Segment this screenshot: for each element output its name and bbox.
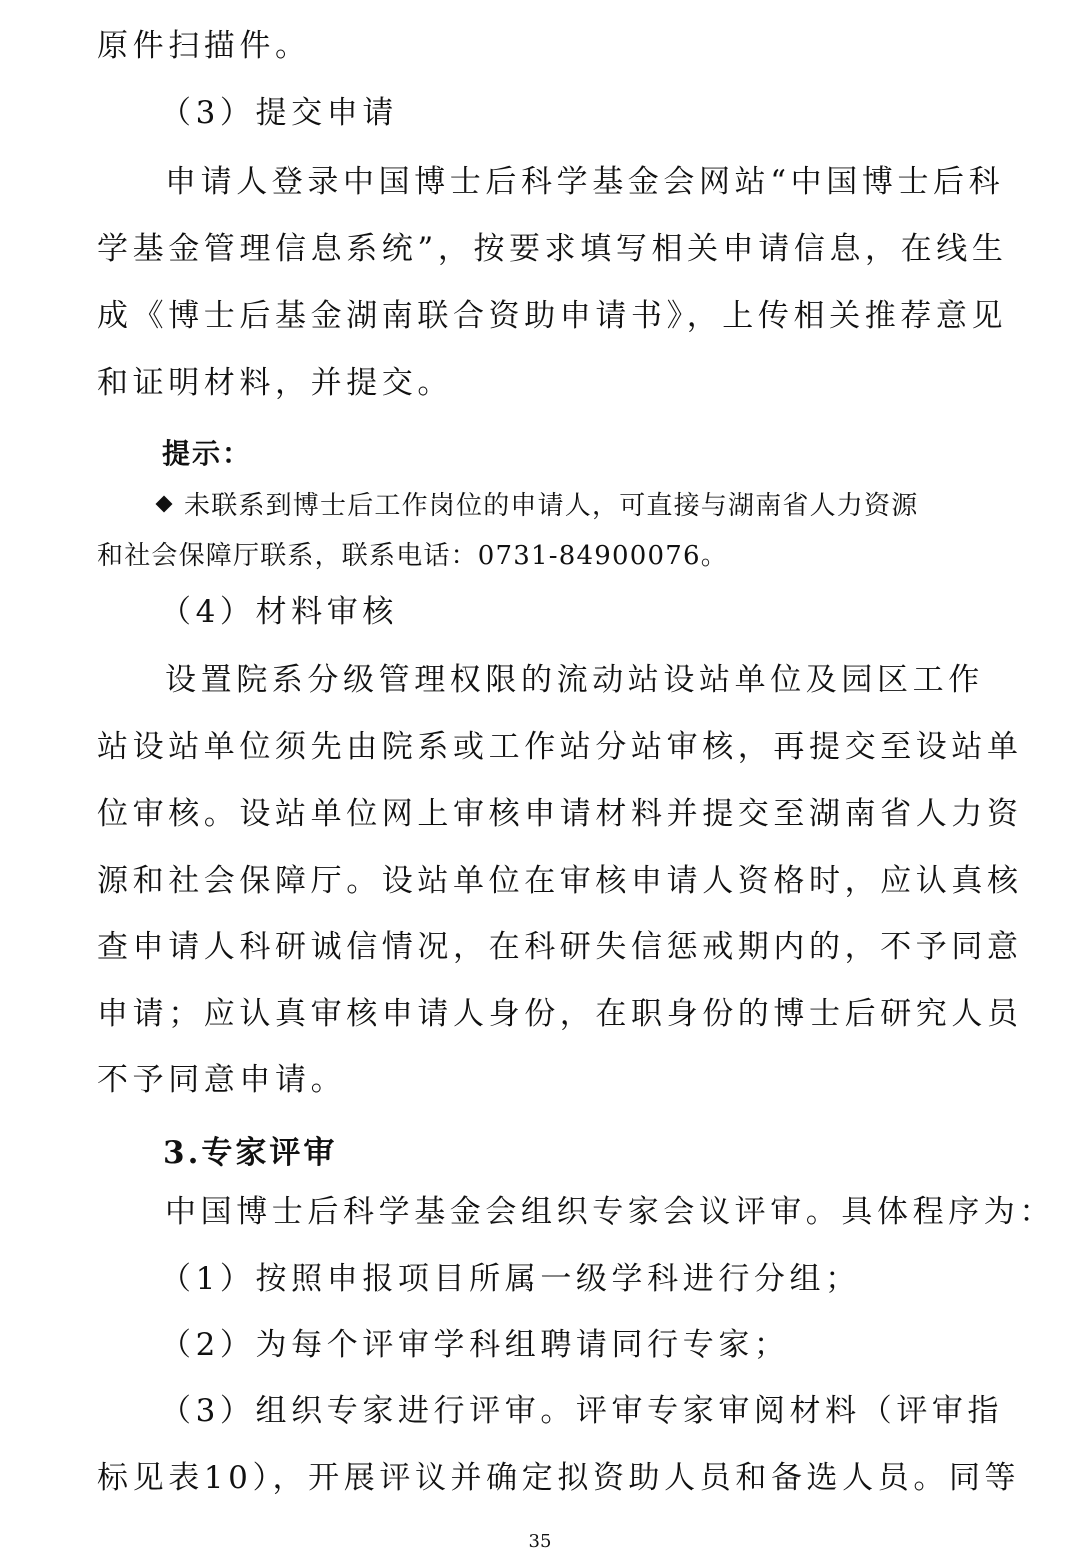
paragraph-line: 设置院系分级管理权限的流动站设站单位及园区工作 — [165, 662, 984, 698]
paragraph-line: 学基金管理信息系统”，按要求填写相关申请信息，在线生 — [97, 231, 1008, 267]
section-heading-expert-review: 3.专家评审 — [163, 1135, 338, 1171]
list-item: （3）组织专家进行评审。评审专家审阅材料（评审指 — [160, 1393, 1004, 1429]
paragraph-line: 源和社会保障厅。设站单位在审核申请人资格时，应认真核 — [97, 863, 1023, 899]
list-item: （2）为每个评审学科组聘请同行专家； — [160, 1327, 790, 1363]
paragraph-line: 中国博士后科学基金会组织专家会议评审。具体程序为： — [165, 1194, 1055, 1230]
paragraph-line: 查申请人科研诚信情况，在科研失信惩戒期内的，不予同意 — [97, 929, 1023, 965]
paragraph-line: 申请；应认真审核申请人身份，在职身份的博士后研究人员 — [97, 996, 1023, 1032]
tip-label: 提示： — [162, 437, 253, 470]
paragraph-line: 位审核。设站单位网上审核申请材料并提交至湖南省人力资 — [97, 796, 1023, 832]
paragraph-line: 站设站单位须先由院系或工作站分站审核，再提交至设站单 — [97, 729, 1023, 765]
page-number: 35 — [528, 1531, 552, 1552]
paragraph-line: 成《博士后基金湖南联合资助申请书》，上传相关推荐意见 — [97, 298, 1008, 334]
paragraph-line: 申请人登录中国博士后科学基金会网站“中国博士后科 — [165, 164, 1005, 200]
diamond-bullet-icon — [156, 496, 173, 513]
subsection-title-submit: （3）提交申请 — [160, 95, 398, 131]
list-item: （1）按照申报项目所属一级学科进行分组； — [160, 1261, 861, 1297]
tip-line: 和社会保障厅联系，联系电话：0731-84900076。 — [97, 541, 728, 571]
tip-text: 未联系到博士后工作岗位的申请人，可直接与湖南省人力资源 — [184, 491, 919, 521]
subsection-title-review: （4）材料审核 — [160, 594, 398, 630]
tip-line — [158, 488, 918, 524]
paragraph-line: 和证明材料，并提交。 — [97, 365, 453, 401]
paragraph-line: 原件扫描件。 — [97, 28, 311, 64]
paragraph-line: 不予同意申请。 — [97, 1062, 347, 1098]
paragraph-line: 标见表10），开展评议并确定拟资助人员和备选人员。同等 — [97, 1460, 1021, 1496]
